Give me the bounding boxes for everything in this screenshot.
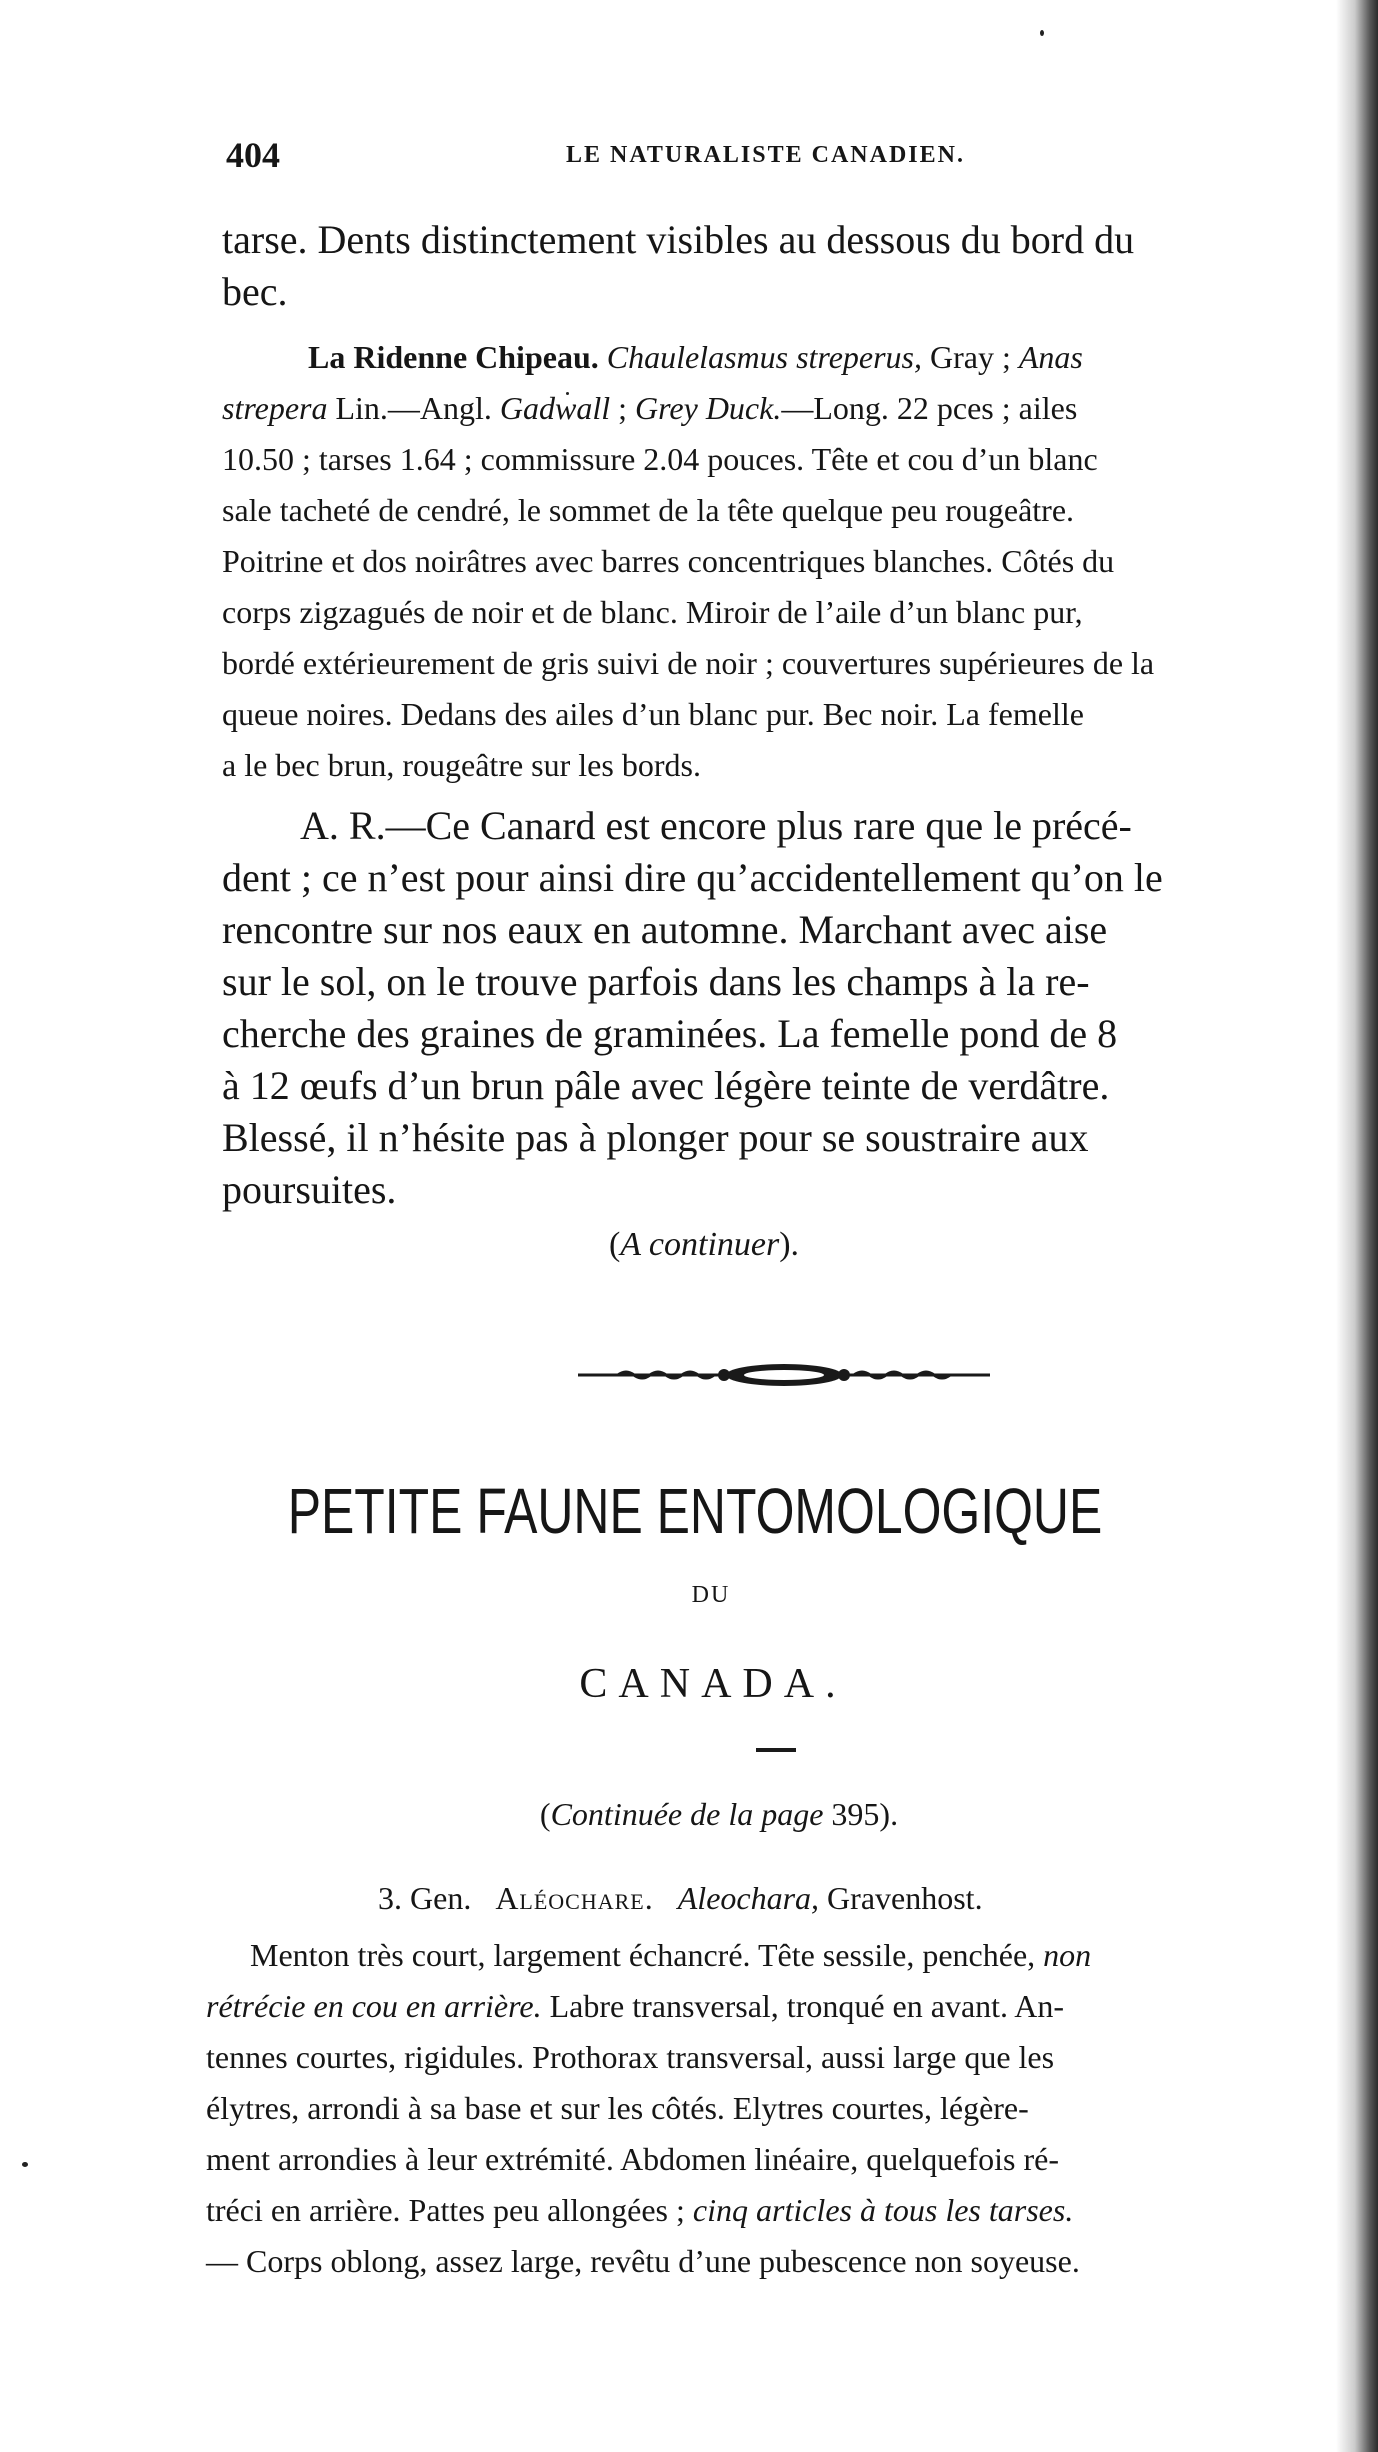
text-run: Poitrine et dos noirâtres avec barres concentriques blanches. Côtés du [222, 543, 1115, 579]
section-canada: CANADA. [579, 1661, 847, 1707]
text-line: tarse. Dents distinctement visibles au dessous du bord du [222, 217, 1135, 262]
text-line [206, 2032, 1306, 2083]
text-line [222, 434, 1322, 485]
text-run: La Ridenne Chipeau. [308, 339, 599, 375]
continuation-open: ( [539, 1796, 551, 1832]
text-run: — Corps oblong, assez large, revêtu d’une pubescence non soyeuse. [206, 2243, 1080, 2279]
continue-text: A continuer [620, 1226, 780, 1263]
continuation-close: ). [879, 1796, 899, 1832]
text-line: sur le sol, on le trouve parfois dans les champs à la re- [222, 959, 1090, 1004]
genus-heading [378, 1880, 983, 1917]
scan-speck [1040, 30, 1044, 36]
short-rule [756, 1748, 796, 1752]
text-run: Grey Duck. [635, 390, 782, 426]
journal-title: LE NATURALISTE CANADIEN. [566, 142, 965, 168]
text-line [222, 536, 1322, 587]
page-number: 404 [226, 135, 280, 175]
genus-author: Gravenhost. [827, 1880, 983, 1916]
text-line: à 12 œufs d’un brun pâle avec légère teinte de verdâtre. [222, 1063, 1110, 1108]
text-run: élytres, arrondi à sa base et sur les côtés. Elytres courtes, légère- [206, 2090, 1029, 2126]
text-line: rencontre sur nos eaux en automne. Marchant avec aise [222, 907, 1108, 952]
text-line: A. R.—Ce Canard est encore plus rare que le précé- [300, 803, 1132, 848]
text-run: Menton très court, largement échancré. Tête sessile, penchée, [250, 1937, 1044, 1973]
continuation-label: Continuée de la page [550, 1796, 824, 1832]
genus-number: 3. Gen. [378, 1880, 472, 1916]
text-line [222, 689, 1322, 740]
text-run: —Long. 22 pces ; ailes [781, 390, 1078, 426]
continuation-note [30, 1796, 1378, 1833]
text-line [222, 587, 1322, 638]
text-line [206, 2185, 1306, 2236]
species-description [222, 332, 1322, 791]
text-run: Gray ; [922, 339, 1019, 375]
continuation-page: 395 [831, 1796, 880, 1832]
text-run: ment arrondies à leur extrémité. Abdomen linéaire, quelquefois ré- [206, 2141, 1060, 2177]
text-run: cinq articles à tous les tarses. [692, 2192, 1074, 2228]
text-line: Blessé, il n’hésite pas à plonger pour se soustraire aux [222, 1115, 1089, 1160]
genus-latin-name: Aleochara, [677, 1880, 820, 1916]
remark-paragraph [222, 800, 1322, 1216]
text-run: queue noires. Dedans des ailes d’un blanc pur. Bec noir. La femelle [222, 696, 1084, 732]
text-run: non [1043, 1937, 1092, 1973]
text-run: strepera [222, 390, 328, 426]
scan-speck [22, 2162, 28, 2167]
text-run: 10.50 ; tarses 1.64 ; commissure 2.04 pouces. Tête et cou d’un blanc [222, 441, 1098, 477]
running-head [226, 134, 1056, 184]
text-run: bordé extérieurement de gris suivi de noir ; couvertures supérieures de la [222, 645, 1155, 681]
text-run: Lin.—Angl. [327, 390, 500, 426]
text-run: a le bec brun, rougeâtre sur les bords. [222, 747, 701, 783]
text-run [599, 339, 607, 375]
text-run: Gadwall [499, 390, 611, 426]
text-run: tennes courtes, rigidules. Prothorax transversal, aussi large que les [206, 2039, 1055, 2075]
text-run: Anas [1018, 339, 1083, 375]
text-line [222, 638, 1322, 689]
genus-french-name: Aléochare. [495, 1880, 654, 1916]
text-line [206, 1930, 1306, 1981]
text-run: ; [610, 390, 636, 426]
text-run: sale tacheté de cendré, le sommet de la tête quelque peu rougeâtre. [222, 492, 1075, 528]
text-run: tréci en arrière. Pattes peu allongées ; [206, 2192, 693, 2228]
text-run: rétrécie en cou en arrière. [206, 1988, 542, 2024]
text-run: Chaulelasmus streperus, [606, 339, 922, 375]
section-title: PETITE FAUNE ENTOMOLOGIQUE [287, 1475, 1103, 1547]
text-line [222, 383, 1322, 434]
continue-note [0, 1226, 1378, 1264]
text-line [222, 740, 1322, 791]
text-line [206, 2083, 1306, 2134]
continue-close: ). [779, 1226, 800, 1263]
text-line [222, 332, 1322, 383]
text-line: dent ; ce n’est pour ainsi dire qu’accidentellement qu’on le [222, 855, 1163, 900]
text-line [206, 1981, 1306, 2032]
continue-open: ( [608, 1226, 621, 1263]
text-line [222, 485, 1322, 536]
text-line [206, 2134, 1306, 2185]
text-line: poursuites. [222, 1167, 397, 1212]
text-line [206, 2236, 1306, 2287]
text-run: corps zigzagués de noir et de blanc. Miroir de l’aile d’un blanc pur, [222, 594, 1083, 630]
text-line: cherche des graines de graminées. La femelle pond de 8 [222, 1011, 1118, 1056]
ornament-divider [578, 1355, 990, 1395]
text-line: bec. [222, 269, 288, 314]
section-du: DU [691, 1582, 731, 1608]
genus-description [206, 1930, 1306, 2287]
intro-paragraph [222, 214, 1322, 318]
text-run: Labre transversal, tronqué en avant. An- [541, 1988, 1065, 2024]
